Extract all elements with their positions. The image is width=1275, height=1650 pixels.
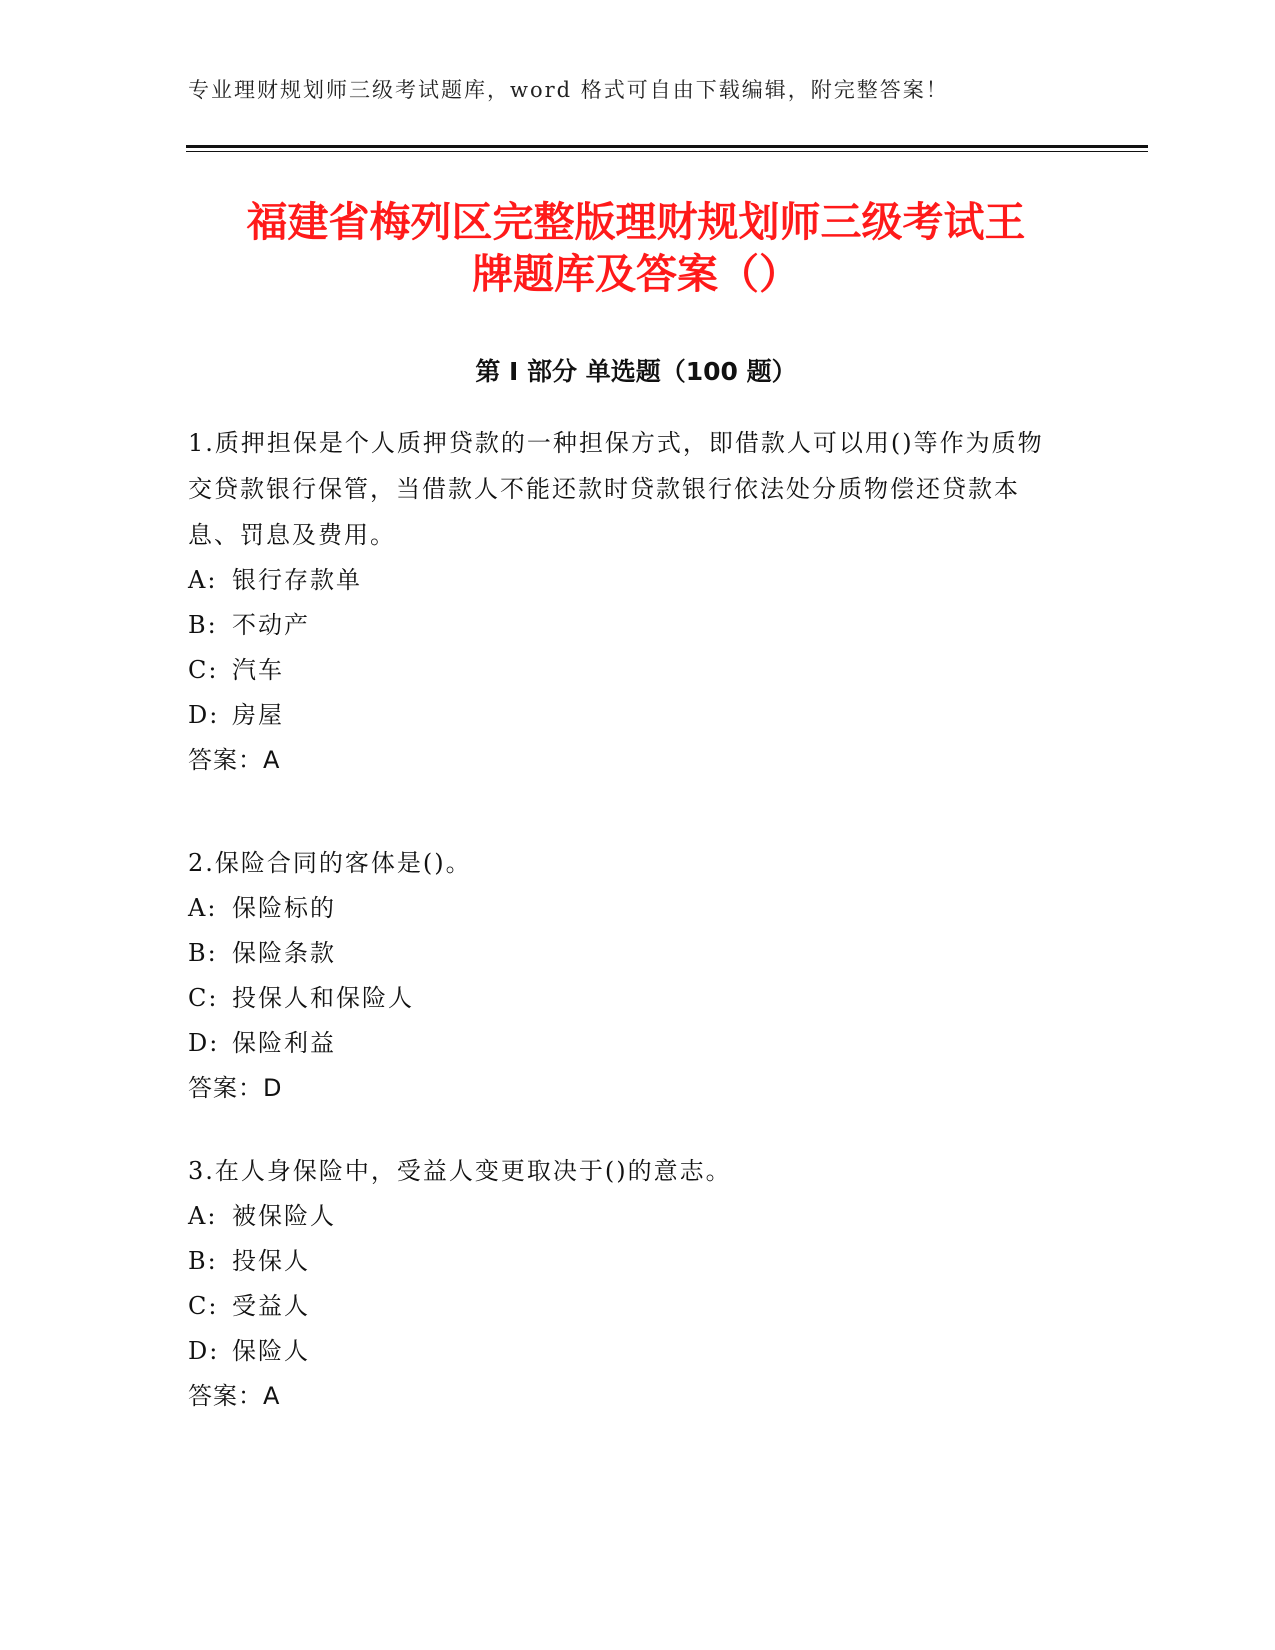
question-stem: 2.保险合同的客体是()。 bbox=[188, 849, 472, 877]
option-letter: B: bbox=[188, 939, 218, 967]
document-title-line-1: 福建省梅列区完整版理财规划师三级考试王 bbox=[246, 198, 1026, 246]
option-text: 房屋 bbox=[232, 701, 284, 729]
answer-line: 答案：A bbox=[188, 1382, 281, 1410]
option-text: 保险条款 bbox=[232, 939, 336, 967]
option-letter: D: bbox=[188, 701, 220, 729]
option-a bbox=[188, 886, 1068, 931]
option-text: 保险标的 bbox=[232, 894, 336, 922]
document-title bbox=[186, 196, 1086, 300]
header-note: 专业理财规划师三级考试题库，word 格式可自由下载编辑，附完整答案！ bbox=[188, 78, 949, 102]
answer-line: 答案：D bbox=[188, 1074, 283, 1102]
option-letter: D: bbox=[188, 1029, 220, 1057]
option-letter: C: bbox=[188, 1292, 219, 1320]
question-2 bbox=[188, 840, 1068, 1111]
option-d bbox=[188, 1329, 1068, 1374]
option-text: 受益人 bbox=[232, 1292, 310, 1320]
option-b bbox=[188, 603, 1068, 648]
document-title-line-2: 牌题库及答案（） bbox=[472, 250, 800, 298]
option-text: 汽车 bbox=[232, 656, 284, 684]
question-1 bbox=[188, 420, 1068, 783]
option-letter: B: bbox=[188, 1247, 218, 1275]
answer-line: 答案：A bbox=[188, 746, 281, 774]
option-text: 被保险人 bbox=[232, 1202, 336, 1230]
option-letter: C: bbox=[188, 656, 219, 684]
question-3 bbox=[188, 1148, 1068, 1419]
option-text: 保险利益 bbox=[232, 1029, 336, 1057]
option-c bbox=[188, 976, 1068, 1021]
option-b bbox=[188, 931, 1068, 976]
option-text: 保险人 bbox=[232, 1337, 310, 1365]
option-letter: A: bbox=[188, 566, 218, 594]
option-letter: A: bbox=[188, 1202, 218, 1230]
option-text: 不动产 bbox=[232, 611, 310, 639]
option-a bbox=[188, 1194, 1068, 1239]
option-d bbox=[188, 1021, 1068, 1066]
option-text: 投保人 bbox=[232, 1247, 310, 1275]
option-text: 投保人和保险人 bbox=[232, 984, 414, 1012]
header-rule-thin bbox=[186, 151, 1148, 152]
option-letter: B: bbox=[188, 611, 218, 639]
option-c bbox=[188, 648, 1068, 693]
option-letter: D: bbox=[188, 1337, 220, 1365]
option-text: 银行存款单 bbox=[232, 566, 362, 594]
section-heading: 第 I 部分 单选题（100 题） bbox=[475, 357, 797, 386]
option-c bbox=[188, 1284, 1068, 1329]
option-b bbox=[188, 1239, 1068, 1284]
question-stem: 3.在人身保险中，受益人变更取决于()的意志。 bbox=[188, 1157, 732, 1185]
question-stem: 1.质押担保是个人质押贷款的一种担保方式，即借款人可以用()等作为质物交贷款银行保管，当借款人不能还款时贷款银行依法处分质物偿还贷款本息、罚息及费用。 bbox=[188, 429, 1044, 549]
header-rule-thick bbox=[186, 145, 1148, 148]
option-letter: A: bbox=[188, 894, 218, 922]
option-d bbox=[188, 693, 1068, 738]
option-letter: C: bbox=[188, 984, 219, 1012]
option-a bbox=[188, 558, 1068, 603]
